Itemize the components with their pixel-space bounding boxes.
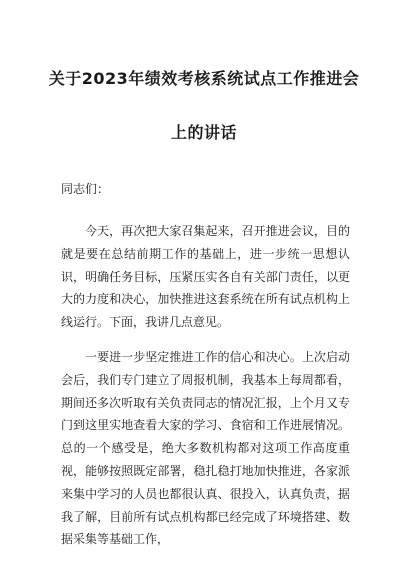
document-title-line-1: 关于2023年绩效考核系统试点工作推进会 <box>48 69 360 88</box>
document-title-line-2: 上的讲话 <box>170 123 237 142</box>
body-paragraph-1: 今天，再次把大家召集起来，召开推进会议，目的就是要在总结前期工作的基础上，进一步统一思想认识，明确任务目标，压紧压实各自有关部门责任，以更大的力度和决心，加快推进这套系统在所有试点机构上线运行。下面，我讲几点意见。 <box>61 224 350 330</box>
salutation: 同志们： <box>61 182 110 196</box>
body-paragraph-2: 一要进一步坚定推进工作的信心和决心。上次启动会后，我们专门建立了周报机制，我基本上每周都看，期间还多次听取有关负责同志的情况汇报，上个月又专门到这里实地查看大家的学习、食宿和工作进展情况。总的一个感受是，绝大多数机构都对这项工作高度重视，能够按照既定部署，稳扎稳打地加快推进，各家派来集中学习的人员也都很认真、很投入，认真负责，据我了解，目前所有试点机构都已经完成了环境搭建、数据采集等基础工作， <box>61 350 350 547</box>
